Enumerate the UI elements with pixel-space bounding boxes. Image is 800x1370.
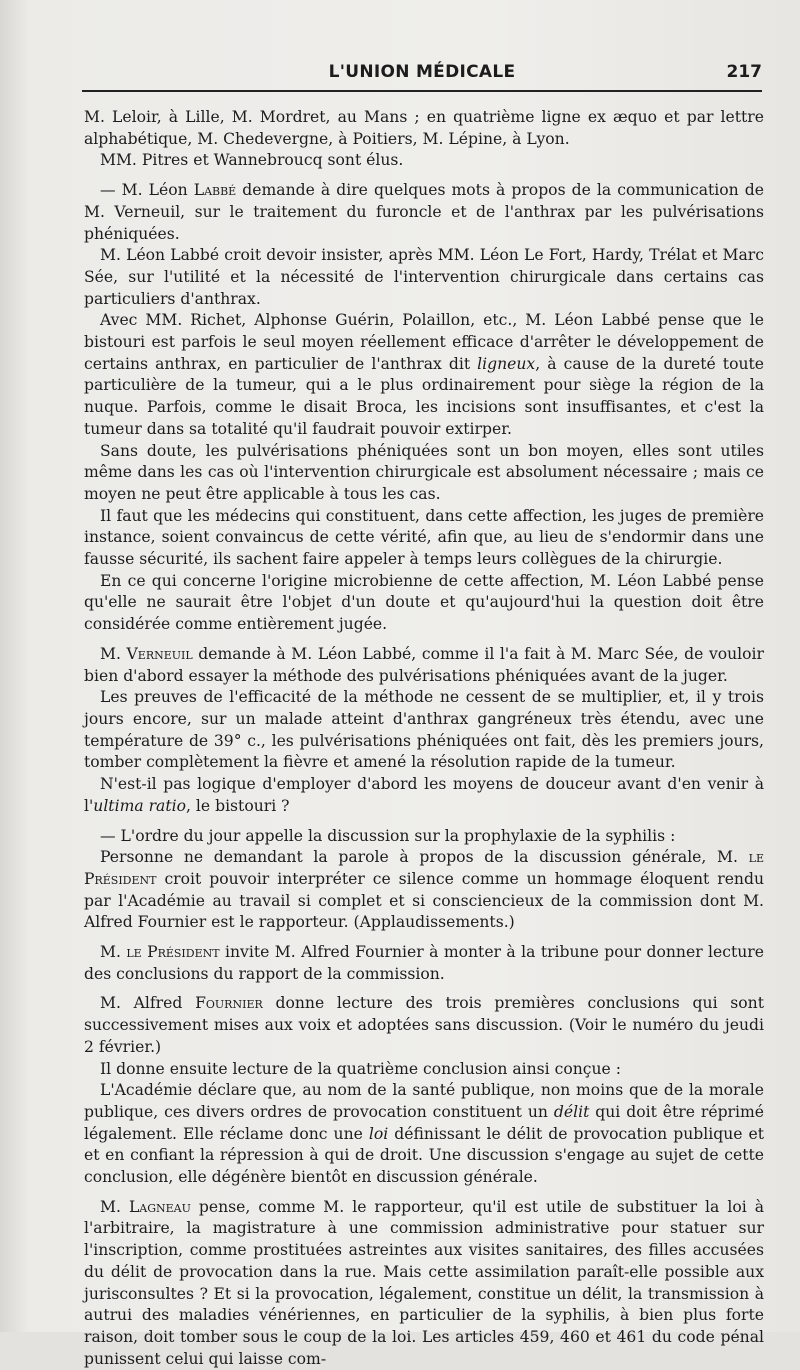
speaker-name: Labbé: [193, 181, 237, 200]
paragraph-president-invite: M. le Président invite M. Alfred Fournier à monter à la tribune pour donner lecture des conclusions du rapport de la commission.: [84, 943, 764, 983]
paragraph-quatrieme-conclusion: Il donne ensuite lecture de la quatrième conclusion ainsi conçue :: [100, 1059, 621, 1078]
speaker-name: Fournier: [195, 994, 263, 1013]
paragraph-verneuil-reply: M. Verneuil demande à M. Léon Labbé, comme il l'a fait à M. Marc Sée, de vouloir bien d'abord essayer la méthode des pulvérisations phéniquées avant de la juger.: [84, 644, 765, 685]
paragraph-preuves: Les preuves de l'efficacité de la méthode ne cessent de se multiplier, et, il y trois jours encore, sur un malade atteint d'anthrax gangréneux très étendu, avec une température de 39° c., les pulvérisations phéniquées ont fait, dès les premiers jours, tomber complètement la fièvre et amené la résolution rapide de la tumeur.: [84, 688, 764, 772]
emphasis-delit: délit: [553, 1102, 590, 1121]
article-body: [84, 107, 764, 1370]
emphasis-loi: loi: [368, 1124, 389, 1143]
paragraph-declaration-academie: L'Académie déclare que, au nom de la santé publique, non moins que de la morale publique, ces divers ordres de provocation constituent un délit qui doit être réprimé légalement. Elle réclame donc une loi définissant le délit de provocation publique et et en confiant la répression à qui de droit. Une discussion s'engage au sujet de cette conclusion, elle dégénère bientôt en discussion générale.: [84, 1081, 765, 1187]
page-number: 217: [726, 62, 762, 82]
paragraph-elected: MM. Pitres et Wannebroucq sont élus.: [100, 151, 404, 170]
paragraph-origine-microbienne: En ce qui concerne l'origine microbienne de cette affection, M. Léon Labbé pense qu'elle ne saurait être l'objet d'un doute et qu'aujourd'hui la question doit être considérée comme entièrement jugée.: [84, 571, 764, 634]
emphasis-ligneux: ligneux: [477, 354, 536, 373]
paragraph-pulverisations: Sans doute, les pulvérisations phéniquées sont un bon moyen, elles sont utiles même dans les cas où l'intervention chirurgicale est absolument nécessaire ; mais ce moyen ne peut être applicable à tous les cas.: [84, 441, 764, 503]
paragraph-bistouri: Avec MM. Richet, Alphonse Guérin, Polaillon, etc., M. Léon Labbé pense que le bistouri est parfois le seul moyen réellement efficace d'arrêter le développement de certains anthrax, en particulier de l'anthrax dit ligneux, à cause de la dureté toute particulière de la tumeur, qui a le plus ordinairement pour siège la région de la nuque. Parfois, comme le disait Broca, les incisions sont insuffisantes, et c'est la tumeur dans sa totalité qu'il faudrait pouvoir extirper.: [84, 311, 764, 438]
speaker-name: Lagneau: [128, 1197, 191, 1216]
paragraph-ordre-du-jour: — L'ordre du jour appelle la discussion sur la prophylaxie de la syphilis :: [100, 826, 676, 845]
paragraph-labbe-insists: M. Léon Labbé croit devoir insister, après MM. Léon Le Fort, Hardy, Trélat et Marc Sée, sur l'utilité et la nécessité de l'intervention chirurgicale dans certains cas particuliers d'anthrax.: [84, 246, 764, 308]
paragraph-fournier-conclusions: M. Alfred Fournier donne lecture des trois premières conclusions qui sont successivement mises aux voix et adoptées sans discussion. (Voir le numéro du jeudi 2 février.): [84, 994, 764, 1056]
journal-title: L'UNION MÉDICALE: [328, 62, 516, 82]
speaker-name: le Président: [126, 943, 220, 962]
paragraph-labbe-request: — M. Léon Labbé demande à dire quelques mots à propos de la communication de M. Verneuil, sur le traitement du furoncle et de l'anthrax par les pulvérisations phéniquées.: [84, 181, 764, 243]
speaker-name: Verneuil: [126, 644, 193, 663]
paragraph-ultima-ratio: N'est-il pas logique d'employer d'abord les moyens de douceur avant d'en venir à l'ultima ratio, le bistouri ?: [84, 775, 764, 815]
paragraph-lagneau: M. Lagneau pense, comme M. le rapporteur, qu'il est utile de substituer la loi à l'arbitraire, la magistrature à une commission administrative pour statuer sur l'inscription, comme prostituées astreintes aux visites sanitaires, des filles accusées du délit de provocation dans la rue. Mais cette assimilation paraît-elle possible aux jurisconsultes ? Et si la provocation, légalement, constitue un délit, la transmission à autrui des maladies vénériennes, en particulier de la syphilis, à bien plus forte raison, doit tomber sous le coup de la loi. Les articles 459, 460 et 461 du code pénal punissent celui qui laisse com-: [84, 1197, 764, 1368]
paragraph-president-silence: Personne ne demandant la parole à propos de la discussion générale, M. le Président croit pouvoir interpréter ce silence comme un hommage éloquent rendu par l'Académie au travail si complet et si consciencieux de la commission dont M. Alfred Fournier est le rapporteur. (Applaudissements.): [84, 848, 764, 932]
paragraph-election-list: M. Leloir, à Lille, M. Mordret, au Mans ; en quatrième ligne ex æquo et par lettre alphabétique, M. Chedevergne, à Poitiers, M. Lépine, à Lyon.: [84, 108, 764, 148]
header-rule: [82, 90, 762, 92]
paragraph-medecins: Il faut que les médecins qui constituent, dans cette affection, les juges de première instance, soient convaincus de cette vérité, afin que, au lieu de s'endormir dans une fausse sécurité, ils sachent faire appeler à temps leurs collègues de la chirurgie.: [84, 506, 764, 569]
speaker-name: le Président: [84, 848, 764, 888]
emphasis-ultima-ratio: ultima ratio: [93, 796, 186, 815]
running-head: [82, 56, 762, 92]
